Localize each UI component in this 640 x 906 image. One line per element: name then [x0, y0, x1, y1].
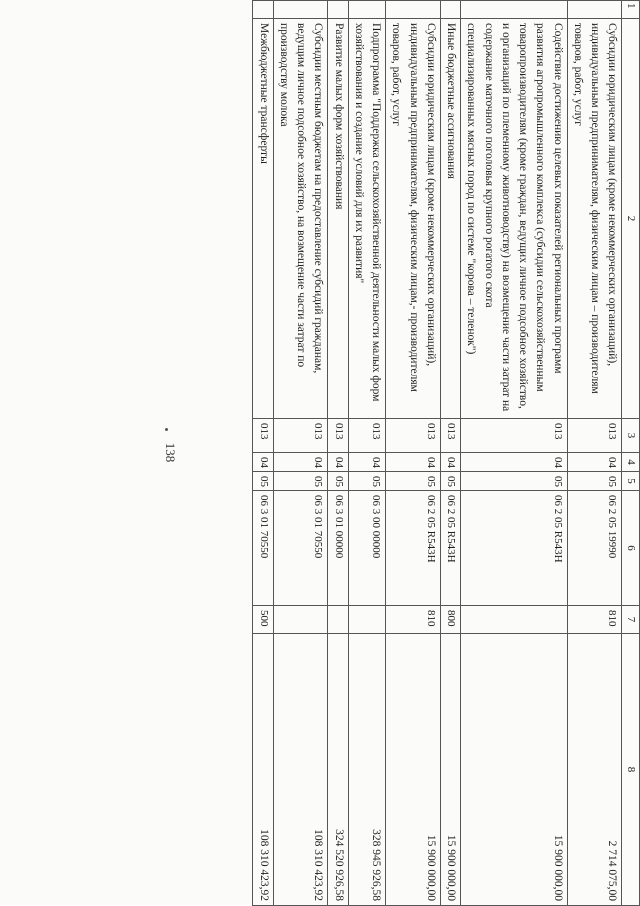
- target-article-cell: 06 2 05 R543H: [441, 491, 461, 606]
- table-row: [441, 1, 461, 906]
- page-number: 138: [162, 0, 178, 905]
- row-number-cell: [441, 1, 461, 19]
- column-header: 8: [622, 634, 640, 906]
- ministry-code-cell: 013: [386, 419, 441, 453]
- expense-type-cell: 500: [253, 606, 273, 634]
- section-code-cell: 04: [273, 453, 328, 472]
- description-cell: Субсидии юридическим лицам (кроме некоммерческих организаций), индивидуальным предпринимателям, физическим лицам – производителям товаров, работ, услуг: [567, 19, 622, 419]
- row-number-cell: [386, 1, 441, 19]
- target-article-cell: 06 2 05 R543H: [461, 491, 568, 606]
- subsection-code-cell: 05: [348, 472, 386, 491]
- row-number-cell: [567, 1, 622, 19]
- ministry-code-cell: 013: [461, 419, 568, 453]
- section-code-cell: 04: [253, 453, 273, 472]
- table-row: [328, 1, 348, 906]
- subsection-code-cell: 05: [567, 472, 622, 491]
- header-row: [622, 1, 640, 906]
- ministry-code-cell: 013: [253, 419, 273, 453]
- section-code-cell: 04: [328, 453, 348, 472]
- table-row: [386, 1, 441, 906]
- target-article-cell: 06 2 05 19990: [567, 491, 622, 606]
- target-article-cell: 06 3 00 00000: [348, 491, 386, 606]
- table-row: [461, 1, 568, 906]
- amount-cell: 2 714 075,00: [567, 634, 622, 906]
- amount-cell: 15 900 000,00: [386, 634, 441, 906]
- expense-type-cell: [348, 606, 386, 634]
- column-header: 2: [622, 19, 640, 419]
- row-number-cell: [348, 1, 386, 19]
- target-article-cell: 06 3 01 00000: [328, 491, 348, 606]
- section-code-cell: 04: [461, 453, 568, 472]
- expense-type-cell: [461, 606, 568, 634]
- description-cell: Развитие малых форм хозяйствования: [328, 19, 348, 419]
- amount-cell: 15 900 000,00: [441, 634, 461, 906]
- description-cell: Субсидии юридическим лицам (кроме некоммерческих организаций), индивидуальным предпринимателям, физическим лицам,- производителям товаров, работ, услуг: [386, 19, 441, 419]
- column-header: 1: [622, 1, 640, 19]
- target-article-cell: 06 3 01 70550: [253, 491, 273, 606]
- section-code-cell: 04: [567, 453, 622, 472]
- subsection-code-cell: 05: [461, 472, 568, 491]
- subsection-code-cell: 05: [253, 472, 273, 491]
- expense-type-cell: 810: [567, 606, 622, 634]
- description-cell: Иные бюджетные ассигнования: [441, 19, 461, 419]
- description-cell: Субсидии местным бюджетам на предоставление субсидий гражданам, ведущим личное подсобное хозяйство, на возмещение части затрат по производству молока: [273, 19, 328, 419]
- column-header: 4: [622, 453, 640, 472]
- table-row: [253, 1, 273, 906]
- expense-type-cell: 800: [441, 606, 461, 634]
- target-article-cell: 06 2 05 R543H: [386, 491, 441, 606]
- expense-type-cell: 810: [386, 606, 441, 634]
- subsection-code-cell: 05: [386, 472, 441, 491]
- subsection-code-cell: 05: [273, 472, 328, 491]
- expense-type-cell: [273, 606, 328, 634]
- description-cell: Подпрограмма "Поддержка сельскохозяйственной деятельности малых форм хозяйствования и создание условий для их развития": [348, 19, 386, 419]
- section-code-cell: 04: [348, 453, 386, 472]
- column-header: 7: [622, 606, 640, 634]
- row-number-cell: [273, 1, 328, 19]
- ministry-code-cell: 013: [328, 419, 348, 453]
- column-header: 6: [622, 491, 640, 606]
- table-row: [567, 1, 622, 906]
- budget-table: [253, 0, 640, 906]
- description-cell: Межбюджетные трансферты: [253, 19, 273, 419]
- target-article-cell: 06 3 01 70550: [273, 491, 328, 606]
- ministry-code-cell: 013: [273, 419, 328, 453]
- row-number-cell: [253, 1, 273, 19]
- amount-cell: 324 520 926,58: [328, 634, 348, 906]
- section-code-cell: 04: [441, 453, 461, 472]
- column-header: 3: [622, 419, 640, 453]
- expense-type-cell: [328, 606, 348, 634]
- amount-cell: 328 945 926,58: [348, 634, 386, 906]
- description-cell: Содействие достижению целевых показателей региональных программ развития агропромышленного комплекса (субсидии сельскохозяйственным товаропроизводителям (кроме граждан, ведущих личное подсобное хозяйство, и организаций по племенному животноводству) на возмещение части затрат на содержание маточного поголовья крупного рогатого скота специализированных мясных пород по системе "корова – теленок"): [461, 19, 568, 419]
- amount-cell: 108 310 423,92: [253, 634, 273, 906]
- row-number-cell: [328, 1, 348, 19]
- table-row: [273, 1, 328, 906]
- row-number-cell: [461, 1, 568, 19]
- ministry-code-cell: 013: [348, 419, 386, 453]
- section-code-cell: 04: [386, 453, 441, 472]
- ministry-code-cell: 013: [441, 419, 461, 453]
- amount-cell: 15 900 000,00: [461, 634, 568, 906]
- subsection-code-cell: 05: [328, 472, 348, 491]
- column-header: 5: [622, 472, 640, 491]
- table-row: [348, 1, 386, 906]
- ministry-code-cell: 013: [567, 419, 622, 453]
- amount-cell: 108 310 423,92: [273, 634, 328, 906]
- subsection-code-cell: 05: [441, 472, 461, 491]
